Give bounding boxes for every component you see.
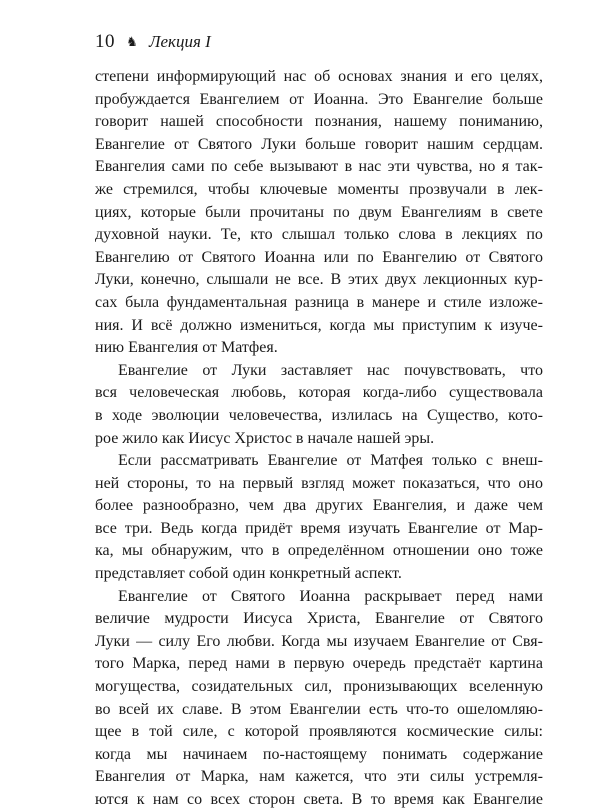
text-line: щее в той силе, с которой проявляются космические силы: — [95, 723, 543, 741]
text-line: вся человеческая любовь, которая когда-либо существовала — [95, 384, 543, 402]
text-line: во всей их славе. В этом Евангелии есть что-то ошеломляю- — [95, 700, 543, 718]
text-line: Если рассматривать Евангелие от Матфея только с внеш- — [118, 452, 543, 470]
text-line: ка, мы обнаружим, что в определённом отношении оно тоже — [95, 542, 543, 560]
text-line: говорит нашей способности познания, нашему пониманию, — [95, 113, 543, 131]
text-line: Евангелию от Святого Иоанна или по Евангелию от Святого — [95, 248, 543, 266]
text-line: Евангелия сами по себе вызывают в нас эти чувства, но я так- — [95, 158, 543, 176]
text-line: Евангелие от Луки заставляет нас почувствовать, что — [118, 361, 543, 379]
text-line: сах была фундаментальная разница в манере и стиле изложе- — [95, 293, 543, 311]
text-line: духовной науки. Те, кто слышал только слова в лекциях по — [95, 226, 543, 244]
text-line: нию Евангелия от Матфея. — [95, 339, 278, 357]
running-head — [95, 30, 211, 54]
text-line: в ходе эволюции человечества, излилась на Существо, кото- — [95, 406, 543, 424]
text-line: когда мы начинаем по-настоящему понимать содержание — [95, 745, 543, 763]
text-line: Евангелие от Святого Луки больше говорит нашим сердцам. — [95, 135, 543, 153]
text-line: Евангелия от Марка, нам кажется, что эти силы устремля- — [95, 768, 543, 786]
body-text — [95, 66, 543, 812]
text-line: все три. Ведь когда придёт время изучать Евангелие от Мар- — [95, 519, 543, 537]
text-line: ния. И всё должно измениться, когда мы приступим к изуче- — [95, 316, 543, 334]
text-line: пробуждается Евангелием от Иоанна. Это Евангелие больше — [95, 90, 543, 108]
text-line: более разнообразно, чем два других Евангелия, и даже чем — [95, 497, 543, 515]
text-line: Луки, конечно, слышали не все. В этих двух лекционных кур- — [95, 271, 543, 289]
knight-ornament-icon: ♞ — [126, 34, 138, 49]
text-line: же стремился, чтобы ключевые моменты прозвучали в лек- — [95, 180, 543, 198]
text-line: могущества, созидательных сил, пронизывающих вселенную — [95, 678, 543, 696]
text-line: ются к нам со всех сторон света. В то время как Евангелие — [95, 791, 543, 808]
text-line: степени информирующий нас об основах знания и его целях, — [95, 68, 543, 85]
text-line: циях, которые были прочитаны по двум Евангелиям в свете — [95, 203, 543, 221]
text-line: представляет собой один конкретный аспект. — [95, 565, 402, 583]
page-number: 10 — [95, 31, 115, 52]
text-line: того Марка, перед нами в первую очередь предстаёт картина — [95, 655, 543, 673]
text-line: величие мудрости Иисуса Христа, Евангелие от Святого — [95, 610, 543, 628]
text-line: Евангелие от Святого Иоанна раскрывает перед нами — [118, 587, 543, 605]
text-line: рое жило как Иисус Христос в начале нашей эры. — [95, 429, 435, 447]
text-line: ней стороны, то на первый взгляд может показаться, что оно — [95, 474, 543, 492]
text-line: Луки — силу Его любви. Когда мы изучаем Евангелие от Свя- — [95, 632, 543, 650]
lecture-title: Лекция I — [149, 32, 211, 51]
